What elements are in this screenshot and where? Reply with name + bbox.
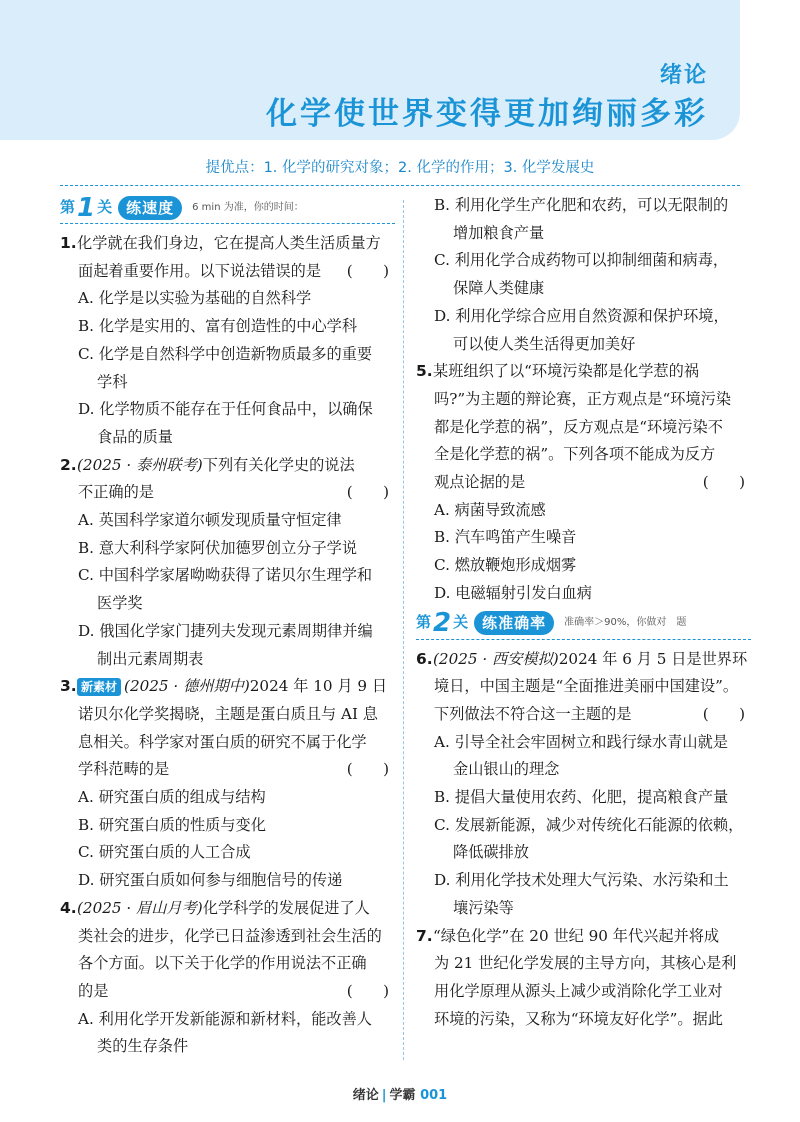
question-text: 类社会的进步，化学已日益渗透到社会生活的: [78, 926, 382, 945]
option-a: A. 引导全社会牢固树立和践行绿水青山就是: [434, 732, 728, 751]
question-text: 都是化学惹的祸”，反方观点是“环境污染不: [434, 417, 723, 436]
option-c: C. 发展新能源，减少对传统化石能源的依赖，: [434, 815, 744, 834]
page-number: 001: [420, 1088, 448, 1103]
option-c: C. 中国科学家屠呦呦获得了诺贝尔生理学和: [78, 566, 373, 585]
level-1-header: [60, 192, 395, 224]
question-text: 环境的污染，又称为“环境友好化学”。据此: [434, 1009, 723, 1028]
option-d: D. 电磁辐射引发白血病: [434, 583, 592, 602]
level-1-prefix: 第: [60, 197, 76, 216]
option-d: D. 利用化学技术处理大气污染、水污染和土: [434, 871, 729, 890]
new-material-badge: 新素材: [77, 678, 121, 696]
question-source: (2025 · 西安模拟): [433, 649, 559, 668]
question-text: 用化学原理从源头上减少或消除化学工业对: [434, 981, 723, 1000]
question-text: 境日，中国主题是“全面推进美丽中国建设”。: [434, 677, 739, 696]
option-b: B. 意大利科学家阿伏加德罗创立分子学说: [78, 538, 358, 557]
option-b: B. 利用化学生产化肥和农药，可以无限制的: [434, 196, 729, 214]
option-b: B. 提倡大量使用农药、化肥，提高粮食产量: [434, 788, 729, 807]
option-a: A. 病菌导致流感: [434, 500, 546, 519]
question-4: [60, 895, 395, 1061]
question-number: 2.: [60, 455, 77, 474]
question-text: 化学科学的发展促进了人: [202, 898, 370, 917]
question-number: 7.: [416, 926, 433, 945]
option-d: D. 化学物质不能存在于任何食品中，以确保: [78, 400, 373, 419]
option-c-cont: 学科: [97, 372, 128, 391]
level-1-note: 6 min 为准，你的时间：: [192, 201, 304, 213]
option-b-cont: 增加粮食产量: [453, 223, 545, 242]
question-text: 观点论据的是: [434, 473, 526, 492]
question-text: 的是: [78, 981, 109, 1000]
option-b: B. 化学是实用的、富有创造性的中心学科: [78, 317, 358, 336]
option-d-cont: 制出元素周期表: [97, 649, 204, 668]
question-6: [416, 646, 751, 923]
answer-blank[interactable]: ( ): [346, 760, 389, 779]
level-2-note: 准确率＞90%，你做对 题: [564, 617, 687, 629]
question-text: 2024 年 6 月 5 日是世界环: [558, 649, 748, 668]
answer-blank[interactable]: ( ): [346, 483, 389, 502]
question-text: 全是化学惹的祸”。下列各项不能成为反方: [434, 445, 716, 464]
question-text: 下列有关化学史的说法: [202, 455, 355, 474]
option-a-cont: 金山银山的理念: [453, 760, 560, 779]
option-a: A. 英国科学家道尔顿发现质量守恒定律: [78, 511, 342, 530]
level-1-number: 1: [77, 192, 96, 223]
question-4-continued: [416, 192, 751, 358]
right-column: [416, 192, 751, 1062]
option-b: B. 研究蛋白质的性质与变化: [78, 815, 266, 834]
question-text: 不正确的是: [78, 483, 154, 502]
option-c-cont: 降低碳排放: [453, 843, 529, 862]
question-text: 各个方面。以下关于化学的作用说法不正确: [78, 954, 367, 973]
level-1-suffix: 关: [97, 197, 113, 216]
answer-blank[interactable]: ( ): [702, 473, 745, 492]
question-text: 学科范畴的是: [78, 760, 170, 779]
question-source: (2025 · 德州期中): [124, 677, 250, 696]
option-c-cont: 保障人类健康: [453, 279, 545, 298]
question-7: [416, 923, 751, 1034]
option-d-cont: 可以使人类生活得更加美好: [453, 334, 636, 353]
page-title: 化学使世界变得更加绚丽多彩: [266, 96, 708, 132]
option-c: C. 研究蛋白质的人工合成: [78, 843, 251, 862]
question-number: 5.: [416, 362, 433, 381]
option-d-cont: 食品的质量: [97, 427, 173, 446]
option-a: A. 化学是以实验为基础的自然科学: [78, 289, 312, 308]
option-d: D. 研究蛋白质如何参与细胞信号的传递: [78, 871, 343, 890]
question-text: 下列做法不符合这一主题的是: [434, 704, 632, 723]
question-text: 化学就在我们身边，它在提高人类生活质量方: [77, 234, 381, 252]
answer-blank[interactable]: ( ): [702, 704, 745, 723]
question-number: 3.: [60, 677, 77, 696]
question-text: 为 21 世纪化学发展的主导方向，其核心是利: [434, 954, 737, 973]
question-text: 吗?”为主题的辩论赛，正方观点是“环境污染: [434, 389, 732, 408]
answer-blank[interactable]: ( ): [346, 981, 389, 1000]
question-source: (2025 · 泰州联考): [77, 455, 203, 474]
level-2-suffix: 关: [453, 613, 469, 632]
option-c: C. 燃放鞭炮形成烟雾: [434, 556, 577, 575]
question-3: [60, 673, 395, 895]
key-points: 提优点：1. 化学的研究对象；2. 化学的作用；3. 化学发展史: [60, 150, 740, 186]
level-1-badge: 练速度: [118, 196, 182, 220]
footer-book: 学霸: [389, 1088, 416, 1103]
option-d-cont: 壤污染等: [453, 898, 514, 917]
option-b: B. 汽车鸣笛产生噪音: [434, 528, 577, 547]
footer-chapter: 绪论: [352, 1088, 379, 1103]
option-c: C. 化学是自然科学中创造新物质最多的重要: [78, 344, 373, 363]
level-2-number: 2: [433, 608, 452, 639]
option-d: D. 俄国化学家门捷列夫发现元素周期律并编: [78, 621, 373, 640]
option-c: C. 利用化学合成药物可以抑制细菌和病毒，: [434, 251, 729, 270]
question-number: 1.: [60, 234, 77, 252]
question-number: 4.: [60, 898, 77, 917]
level-2-header: [416, 608, 751, 640]
option-a-cont: 类的生存条件: [97, 1037, 189, 1056]
question-text: 面起着重要作用。以下说法错误的是: [78, 261, 321, 280]
question-text: 诺贝尔化学奖揭晓，主题是蛋白质且与 AI 息: [78, 704, 378, 723]
level-2-prefix: 第: [416, 613, 432, 632]
chapter-label: 绪论: [659, 63, 708, 88]
question-text: 某班组织了以“环境污染都是化学惹的祸: [433, 362, 699, 381]
question-2: [60, 452, 395, 674]
left-column: [60, 192, 395, 1062]
question-5: [416, 358, 751, 607]
level-2-badge: 练准确率: [474, 611, 554, 635]
question-text: 息相关。科学家对蛋白质的研究不属于化学: [78, 732, 367, 751]
question-1: [60, 230, 395, 452]
column-divider: [403, 200, 404, 1060]
option-d: D. 利用化学综合应用自然资源和保护环境，: [434, 306, 729, 325]
page-footer: [0, 1084, 800, 1103]
question-number: 6.: [416, 649, 433, 668]
question-source: (2025 · 眉山月考): [77, 898, 203, 917]
question-text: “绿色化学”在 20 世纪 90 年代兴起并将成: [433, 926, 720, 945]
question-text: 2024 年 10 月 9 日: [249, 677, 388, 696]
option-a: A. 研究蛋白质的组成与结构: [78, 788, 266, 807]
footer-separator: |: [381, 1088, 387, 1103]
answer-blank[interactable]: ( ): [346, 261, 389, 280]
option-a: A. 利用化学开发新能源和新材料，能改善人: [78, 1009, 372, 1028]
option-c-cont: 医学奖: [97, 594, 143, 613]
